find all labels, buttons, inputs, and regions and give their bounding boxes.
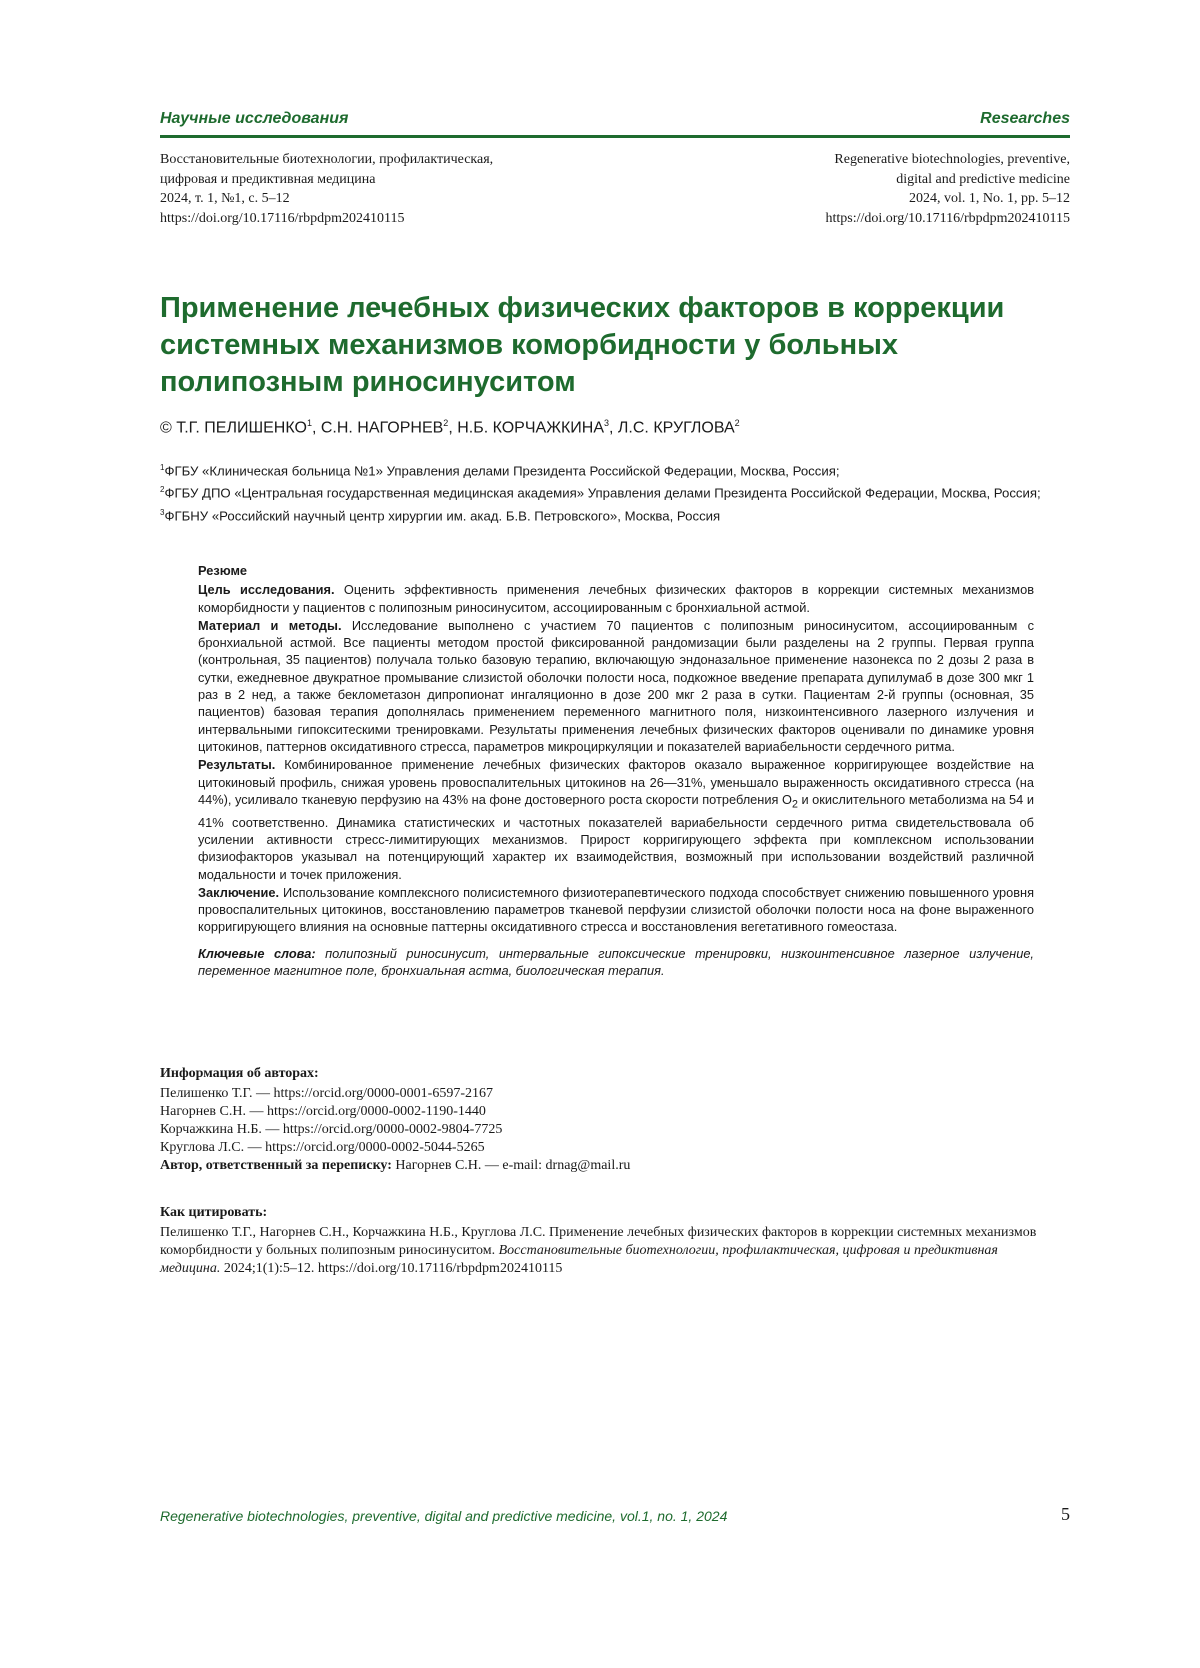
abstract-methods-text: Исследование выполнено с участием 70 пациентов с полипозным риносинуситом, ассоциированным с бронхиальной астмой. Все пациенты методом простой фиксированной рандомизации были разделены на 2 группы. Первая группа (контрольная, 35 пациентов) получала только базовую терапию, включающую эндоназальное применение назонекса по 2 дозы 2 раза в сутки, ежедневное двукратное промывание слизистой оболочки полости носа, подкожное введение препарата дупилумаб в дозе 300 мкг 1 раз в 2 нед, а также беклометазон дипропионат ингаляционно в дозе 200 мкг 2 раза в сутки. Пациентам 2-й группы (основная, 35 пациентов) базовая терапия дополнялась применением переменного магнитного поля, низкоинтенсивного лазерного излучения и интервальными гипокситескими тренировками. Результаты применения лечебных физических факторов оценивали по динамике уровня цитокинов, паттернов оксидативного стресса, параметров микроциркуляции и показателей вариабельности сердечного ритма.: [198, 617, 1034, 754]
author-list: © Т.Г. ПЕЛИШЕНКО$^1$, С.Н. НАГОРНЕВ$^2$, Н.Б. КОРЧАЖКИНА$^3$, Л.С. КРУГЛОВА$^2$: [160, 418, 740, 437]
author-info-heading: Информация об авторах:: [160, 1066, 319, 1081]
abstract-aim-label: Цель исследования.: [198, 582, 335, 598]
title-line: полипозным риносинуситом: [160, 366, 576, 398]
abstract-aim-text: Оценить эффективность применения лечебных физических факторов в коррекции системных механизмов коморбидности у пациентов с полипозным риносинуситом, ассоциированным с бронхиальной астмой.: [198, 582, 1034, 615]
journal-ru-line: Восстановительные биотехнологии, профилактическая,: [160, 152, 494, 167]
corresponding-author: [160, 1157, 1070, 1175]
journal-en-doi[interactable]: https://doi.org/10.17116/rbpdpm202410115: [825, 210, 1070, 226]
footer-journal: Regenerative biotechnologies, preventive, digital and predictive medicine, vol.1, no. 1, 2024: [160, 1508, 728, 1524]
author-name: С.Н. НАГОРНЕВ: [320, 419, 444, 437]
keywords-label: Ключевые слова:: [198, 945, 316, 961]
citation: [160, 1204, 1060, 1278]
affiliation-text: ФГБУ «Клиническая больница №1» Управления делами Президента Российской Федерации, Москва, Россия;: [164, 463, 840, 479]
affiliation-item: [160, 503, 1070, 525]
section-header: [160, 110, 1070, 138]
abstract-heading: Резюме: [198, 563, 248, 578]
affiliation-number: 1: [160, 463, 165, 472]
keywords-text: полипозный риносинусит, интервальные гипоксические тренировки, низкоинтенсивное лазерное излучение, переменное магнитное поле, бронхиальная астма, биологическая терапия.: [198, 945, 1034, 979]
citation-doi[interactable]: 2024;1(1):5–12. https://doi.org/10.17116/rbpdpm202410115: [220, 1261, 563, 1276]
abstract-methods: [198, 617, 1034, 755]
journal-ru-doi[interactable]: https://doi.org/10.17116/rbpdpm202410115: [160, 210, 405, 226]
section-label-ru: Научные исследования: [160, 110, 349, 127]
journal-ru-line: 2024, т. 1, №1, с. 5–12: [160, 191, 290, 206]
title-line: системных механизмов коморбидности у больных: [160, 329, 899, 361]
affiliation-text: ФГБНУ «Российский научный центр хирургии им. акад. Б.В. Петровского», Москва, Россия: [164, 508, 721, 524]
abstract-results-text: Комбинированное применение лечебных физических факторов оказало выраженное корригирующее воздействие на цитокиновый профиль, снижая уровень провоспалительных цитокинов на 26—31%, уменьшало выраженность оксидативного стресса (на 44%), усиливало тканевую перфузию на 43% на фоне достоверного роста скорости потребления O: [198, 757, 1035, 807]
journal-en-line: 2024, vol. 1, No. 1, pp. 5–12: [909, 191, 1070, 206]
affiliation-number: 3: [160, 507, 165, 517]
affiliation-text: ФГБУ ДПО «Центральная государственная медицинская академия» Управления делами Президента Российской Федерации, Москва, Россия;: [164, 485, 1041, 501]
author-name: Т.Г. ПЕЛИШЕНКО: [176, 419, 307, 437]
abstract-results: [198, 756, 1034, 883]
affiliations: [160, 458, 1070, 525]
journal-ru-line: цифровая и предиктивная медицина: [160, 171, 376, 187]
abstract-results-text-cont: и окислительного метаболизма на 54 и 41% соответственно. Динамика статистических и частотных показателей вариабельности сердечного ритма свидетельствовала об усилении активности стресс-лимитирующих механизмов. Прирост корригирующего эффекта при комплексном использовании физиофакторов указывал на потенцирующий характер их взаимодействия, возможный при использовании воздействий различной модальности и точек приложения.: [198, 791, 1034, 882]
keywords: [198, 945, 1034, 980]
author-orcid[interactable]: Пелишенко Т.Г. — https://orcid.org/0000-0001-6597-2167: [160, 1086, 493, 1101]
journal-en-line: Regenerative biotechnologies, preventive,: [834, 152, 1070, 167]
affiliation-item: [160, 480, 1070, 502]
journal-info-en: [826, 150, 1071, 228]
author-name: Н.Б. КОРЧАЖКИНА: [457, 419, 605, 437]
abstract-conclusion-label: Заключение.: [198, 884, 280, 900]
abstract: [198, 562, 1034, 980]
abstract-conclusion-text: Использование комплексного полисистемного физиотерапевтического подхода способствует снижению повышенного уровня провоспалительных цитокинов, восстановлению параметров тканевой перфузии слизистой оболочки полости носа на фоне выраженного корригирующего влияния на основные паттерны оксидативного стресса и восстановления вегетативного гомеостаза.: [198, 884, 1035, 935]
abstract-results-label: Результаты.: [198, 757, 276, 773]
author-orcid[interactable]: Круглова Л.С. — https://orcid.org/0000-0002-5044-5265: [160, 1140, 485, 1155]
header-rule: [160, 135, 1070, 138]
author-affiliation-marker: 1: [306, 418, 312, 428]
citation-text: [160, 1224, 1060, 1278]
abstract-conclusion: [198, 884, 1034, 936]
corresponding-email[interactable]: Нагорнев С.Н. — e-mail: drnag@mail.ru: [391, 1158, 631, 1173]
journal-en-line: digital and predictive medicine: [896, 171, 1070, 187]
citation-heading: Как цитировать:: [160, 1205, 268, 1220]
o2-subscript: 2: [791, 798, 798, 811]
author-affiliation-marker: 3: [604, 418, 610, 428]
article-title: [160, 290, 1080, 401]
author-orcid[interactable]: Корчажкина Н.Б. — https://orcid.org/0000-0002-9804-7725: [160, 1122, 503, 1137]
author-info: [160, 1065, 1070, 1175]
abstract-aim: [198, 581, 1034, 616]
title-line: Применение лечебных физических факторов в коррекции: [160, 292, 1005, 324]
author-orcid[interactable]: Нагорнев С.Н. — https://orcid.org/0000-0002-1190-1440: [160, 1104, 486, 1119]
page-number: 5: [1061, 1504, 1070, 1524]
author-affiliation-marker: 2: [734, 418, 740, 428]
section-label-en: Researches: [980, 110, 1070, 127]
author-name: Л.С. КРУГЛОВА: [617, 419, 735, 437]
author-affiliation-marker: 2: [443, 418, 449, 428]
copyright-symbol: ©: [160, 419, 177, 437]
citation-authors-title: Пелишенко Т.Г., Нагорнев С.Н., Корчажкина Н.Б., Круглова Л.С. Применение лечебных физических факторов в коррекции системных механизмов коморбидности у больных полипозным риносинуситом.: [160, 1225, 1037, 1258]
abstract-methods-label: Материал и методы.: [198, 617, 342, 633]
citation-journal: Восстановительные биотехнологии, профилактическая, цифровая и предиктивная медицина.: [160, 1243, 998, 1276]
affiliation-item: [160, 458, 1070, 480]
affiliation-number: 2: [160, 485, 165, 495]
journal-info-ru: [160, 150, 493, 228]
corresponding-label: Автор, ответственный за переписку:: [160, 1158, 392, 1173]
